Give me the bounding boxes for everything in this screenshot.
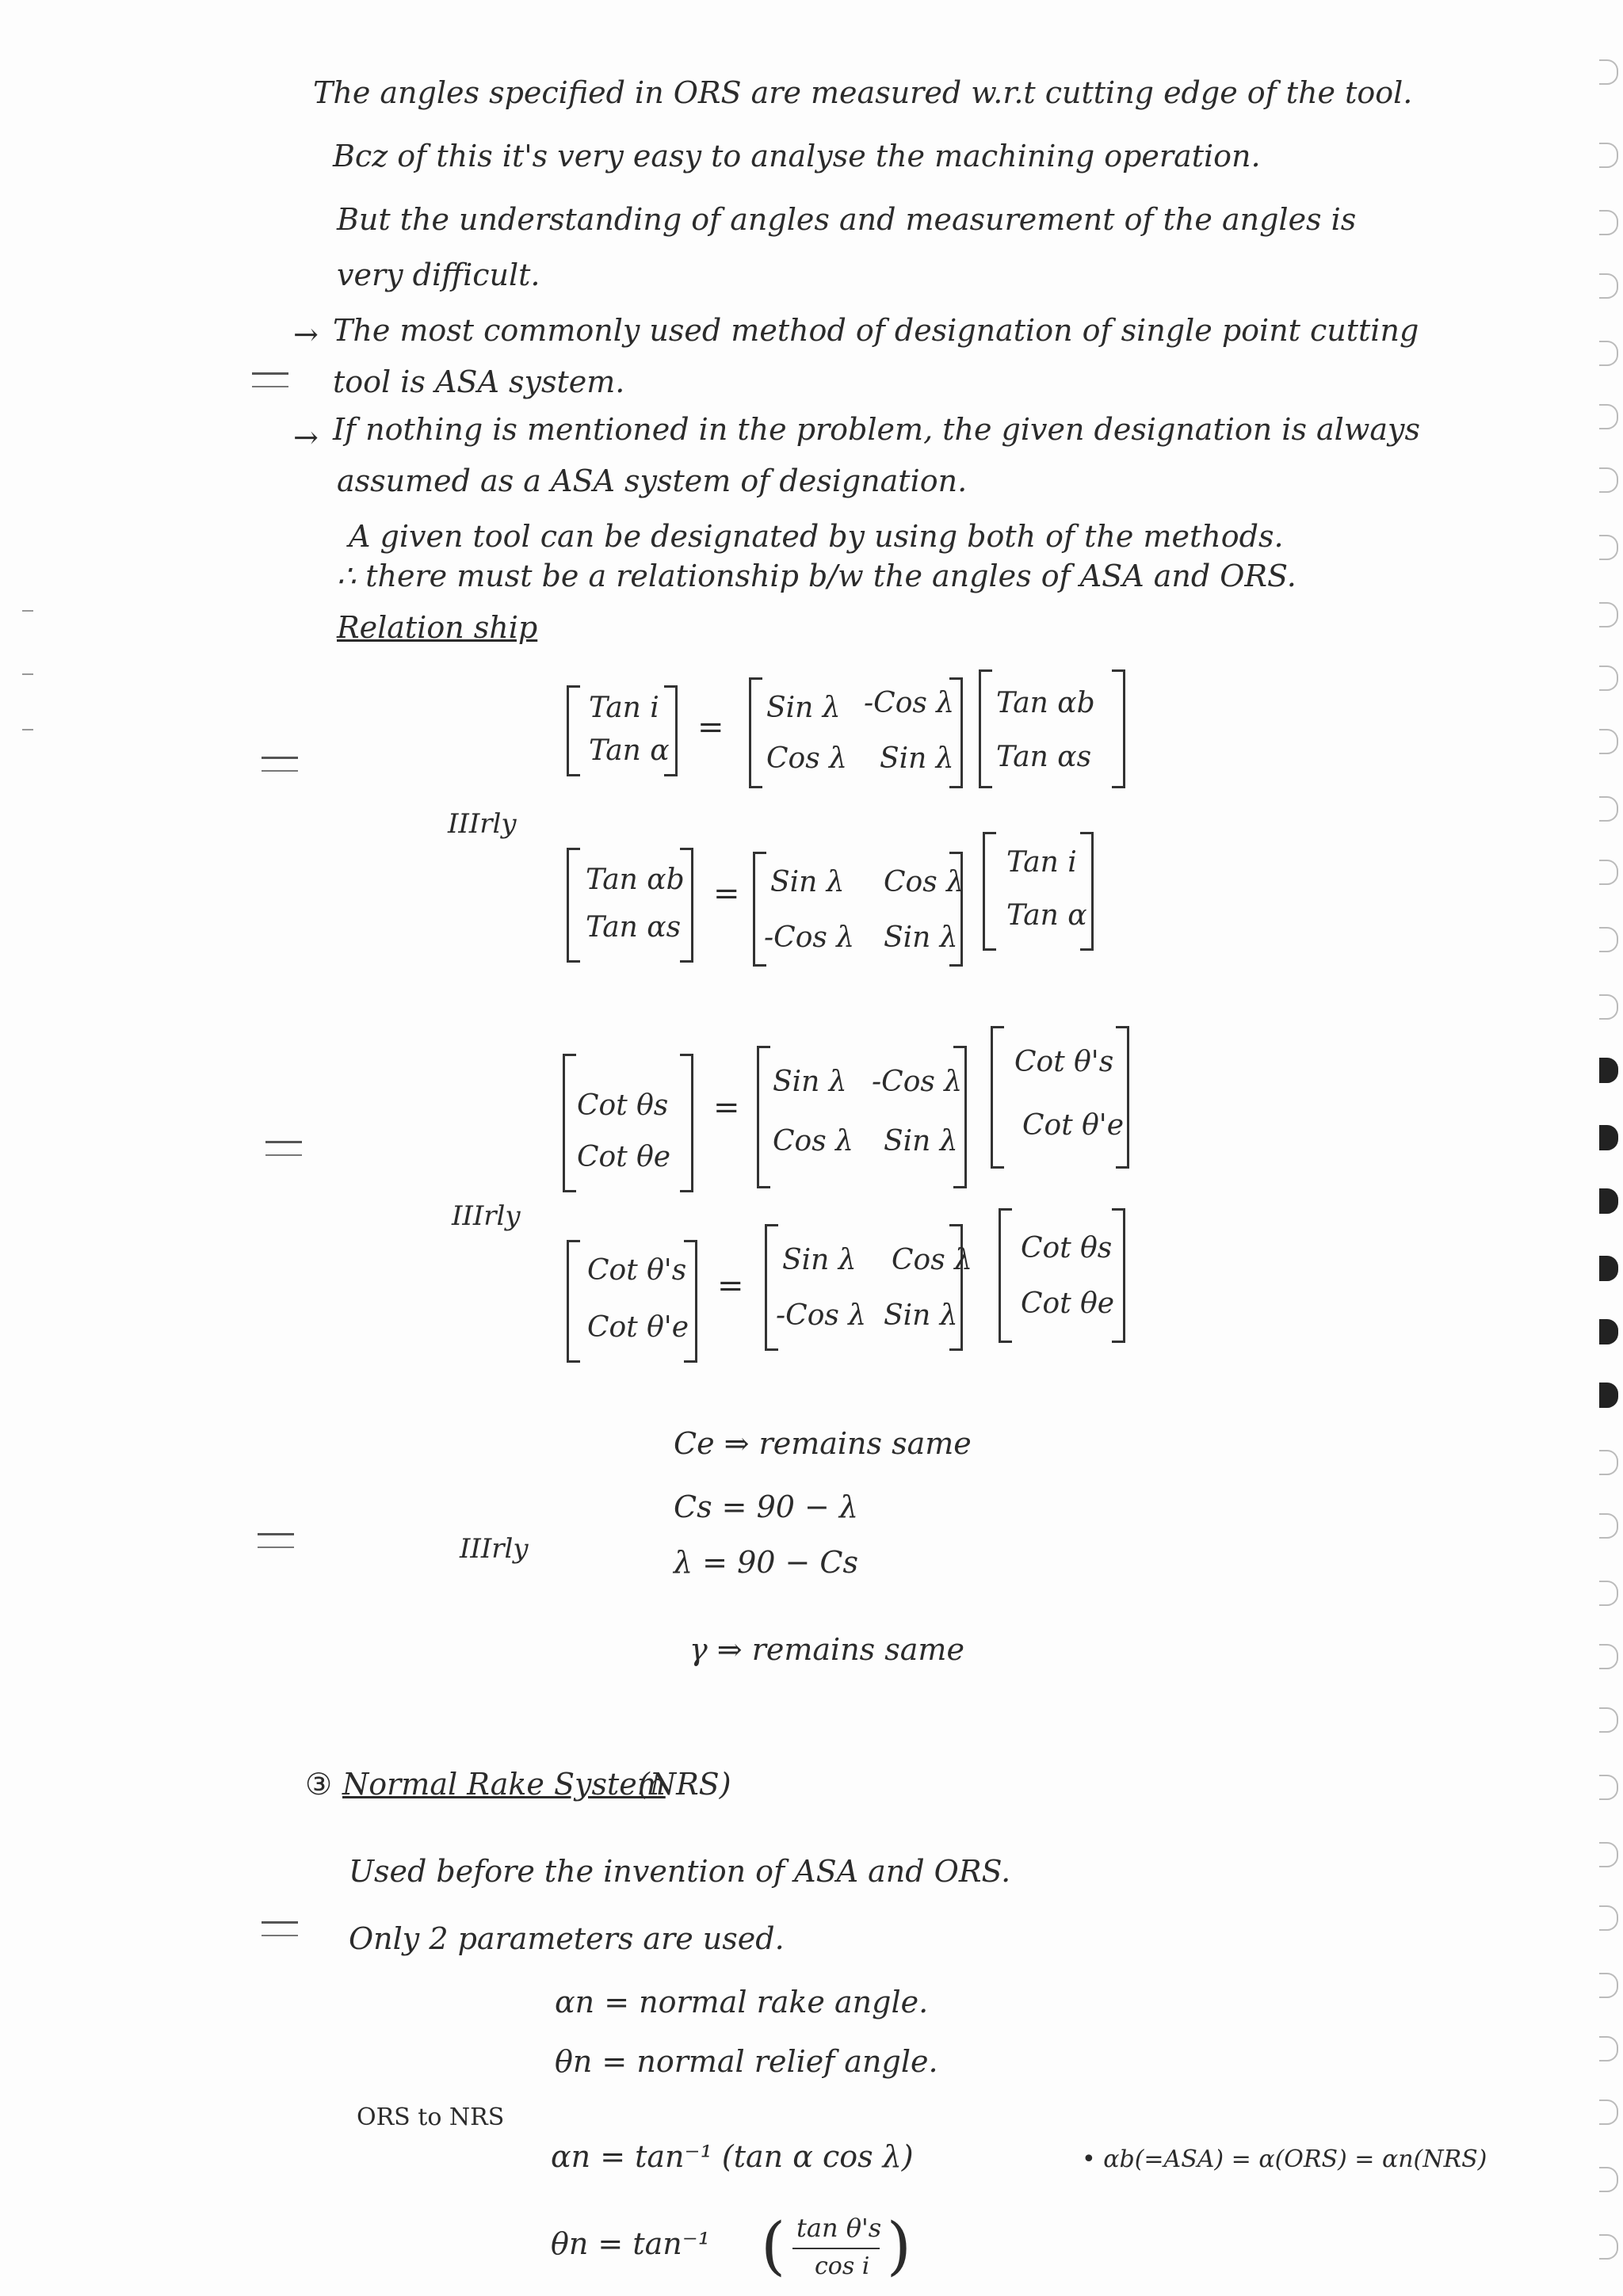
matrix-cell: Sin λ [773,1066,847,1098]
matrix-cell: Tan α [589,734,670,767]
matrix-cell: Cot θ's [1014,1046,1114,1078]
binding-hole [1599,143,1618,168]
text-line-asa-system: tool is ASA system. [333,364,625,399]
text-line-because: Bcz of this it's very easy to analyse the machining operation. [333,139,1261,174]
text-line-assumed: assumed as a ASA system of designation. [337,463,968,498]
binding-hole [1599,1058,1618,1083]
scan-mark [22,673,33,675]
matrix-cell: Tan i [589,692,659,724]
binding-hole [1599,1256,1618,1281]
matrix-cell: Cot θs [577,1089,669,1122]
margin-tick [262,1921,298,1936]
binding-hole [1599,2100,1618,2125]
matrix-eq2-rotation [753,852,963,967]
matrix-cell: Sin λ [884,1125,958,1158]
equals-sign: = [713,1089,740,1126]
binding-hole [1599,1644,1618,1669]
matrix-cell: Tan αb [586,864,685,896]
matrix-cell: Cot θ'e [587,1311,689,1344]
binding-hole [1599,341,1618,366]
matrix-cell: Sin λ [782,1244,857,1276]
binding-hole [1599,1450,1618,1475]
matrix-cell: Cos λ [766,742,847,775]
text-line-understanding: But the understanding of angles and measurement of the angles is [337,202,1357,237]
equals-sign: = [697,709,724,746]
binding-hole [1599,1513,1618,1539]
section-heading: Normal Rake System [342,1767,666,1802]
matrix-cell: Sin λ [884,921,958,954]
binding-hole [1599,1383,1618,1408]
text-line-relationship-must: ∴ there must be a relationship b/w the angles of ASA and ORS. [337,559,1296,593]
binding-hole [1599,535,1618,560]
binding-hole [1599,2167,1618,2192]
matrix-eq4-lhs [567,1240,697,1363]
similarly-label: IIIrly [448,808,517,840]
binding-hole [1599,994,1618,1020]
binding-hole [1599,59,1618,85]
scan-mark [22,610,33,612]
binding-hole [1599,1707,1618,1733]
binding-hole [1599,666,1618,691]
definition-alpha-n: αn = normal rake angle. [555,1985,929,2019]
text-line-most-common: The most commonly used method of designation of single point cutting [333,313,1419,348]
binding-hole [1599,1775,1618,1800]
matrix-eq2-lhs [567,848,693,963]
matrix-cell: Cot θ's [587,1254,687,1287]
binding-hole [1599,1188,1618,1214]
formula-theta-n: θn = tan⁻¹ [551,2226,711,2261]
binding-hole [1599,2234,1618,2260]
relation-lambda: λ = 90 − Cs [674,1545,859,1580]
binding-hole [1599,602,1618,627]
matrix-cell: Sin λ [884,1299,958,1332]
fraction-numerator: tan θ's [796,2213,882,2243]
relationship-heading: Relation ship [337,610,538,645]
matrix-cell: Tan α [1006,899,1087,932]
equals-sign: = [713,875,740,912]
binding-hole [1599,796,1618,822]
matrix-cell: Sin λ [880,742,954,775]
binding-hole [1599,1905,1618,1931]
text-line-used-before: Used before the invention of ASA and ORS. [349,1854,1011,1889]
formula-alpha-n: αn = tan⁻¹ (tan α cos λ) [551,2139,914,2174]
arrow-icon: → [293,420,319,455]
matrix-cell: Cot θ'e [1022,1109,1125,1142]
matrix-cell: Cos λ [892,1244,972,1276]
binding-hole [1599,2036,1618,2061]
matrix-cell: -Cos λ [776,1299,867,1332]
matrix-cell: Cos λ [773,1125,854,1158]
matrix-cell: Cos λ [884,866,964,898]
text-line-given-tool: A given tool can be designated by using both of the methods. [349,519,1284,554]
text-line-difficult: very difficult. [337,257,540,292]
matrix-eq2-rhs [983,832,1094,951]
binding-hole [1599,467,1618,493]
similarly-label: IIIrly [452,1200,521,1232]
angle-equivalence-note: • αb(=ASA) = α(ORS) = αn(NRS) [1082,2145,1487,2173]
matrix-cell: Tan αs [586,911,682,944]
matrix-eq1-rhs [979,669,1125,788]
text-line-nothing-mentioned: If nothing is mentioned in the problem, the given designation is always [333,412,1420,447]
matrix-cell: Sin λ [770,866,845,898]
margin-tick [262,757,298,772]
margin-tick [258,1533,294,1548]
matrix-cell: -Cos λ [864,687,955,719]
fraction-denominator: cos i [815,2252,870,2280]
binding-hole [1599,273,1618,299]
relation-gamma: γ ⇒ remains same [689,1632,964,1667]
binding-hole [1599,1581,1618,1606]
matrix-eq1-rotation [749,677,963,788]
matrix-cell: -Cos λ [764,921,855,954]
binding-hole [1599,927,1618,952]
matrix-cell: Tan αs [996,741,1092,773]
binding-hole [1599,404,1618,429]
margin-tick [252,372,288,387]
relation-ce: Ce ⇒ remains same [674,1426,972,1461]
section-number: ③ [305,1767,333,1802]
binding-hole [1599,729,1618,754]
matrix-eq3-rhs [991,1026,1129,1169]
binding-hole [1599,1842,1618,1867]
binding-hole [1599,1973,1618,1998]
matrix-cell: Tan αb [996,687,1095,719]
text-line-two-parameters: Only 2 parameters are used. [349,1921,785,1956]
text-line-orsn-angles: The angles specified in ORS are measured w.r.t cutting edge of the tool. [313,75,1413,110]
definition-theta-n: θn = normal relief angle. [555,2044,938,2079]
matrix-cell: Cot θs [1021,1232,1113,1264]
matrix-cell: Tan i [1006,846,1077,879]
binding-hole [1599,1319,1618,1344]
conversion-label: ORS to NRS [357,2103,505,2131]
margin-tick [265,1141,302,1156]
matrix-cell: Cot θe [1021,1287,1115,1320]
matrix-cell: Sin λ [766,692,841,724]
section-heading-abbr: (NRS) [638,1767,731,1802]
binding-hole [1599,860,1618,885]
equals-sign: = [717,1268,744,1304]
matrix-eq3-lhs [563,1054,693,1192]
formula-theta-n-fraction: ( ) tan θ's cos i [761,2209,911,2283]
matrix-eq4-rotation [765,1224,972,1351]
matrix-cell: Cot θe [577,1141,671,1173]
matrix-eq4-rhs [999,1208,1125,1343]
binding-hole [1599,210,1618,235]
arrow-icon: → [293,317,319,352]
similarly-label: IIIrly [460,1533,529,1565]
matrix-eq1-lhs [567,685,678,776]
binding-hole [1599,1125,1618,1150]
scan-mark [22,729,33,730]
relation-cs: Cs = 90 − λ [674,1489,859,1524]
matrix-eq3-rotation [757,1046,967,1188]
matrix-cell: -Cos λ [872,1066,963,1098]
